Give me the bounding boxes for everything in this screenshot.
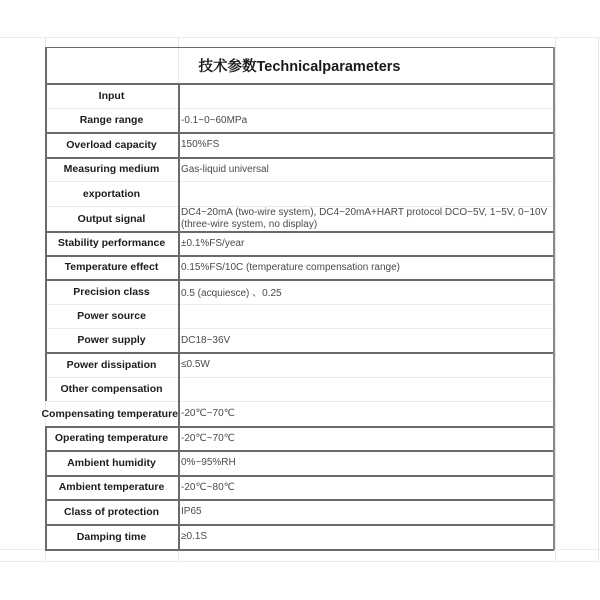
row-border: [45, 255, 554, 257]
param-label: Operating temperature: [54, 432, 169, 444]
param-label: Power supply: [77, 334, 146, 346]
param-label: Stability performance: [57, 237, 166, 249]
param-value: ≥0.1S: [181, 531, 208, 542]
param-value: Gas-liquid universal: [181, 163, 269, 175]
grid-column-line: [598, 37, 599, 562]
row-border: [45, 132, 554, 134]
param-value: 150%FS: [181, 139, 220, 150]
param-label: Compensating temperature: [41, 407, 178, 420]
table-row: [45, 157, 554, 181]
column-border: [45, 426, 47, 550]
table-row: [45, 206, 554, 231]
table-row: [45, 108, 554, 132]
table-row: [41, 401, 554, 426]
param-label: Measuring medium: [63, 163, 160, 175]
param-value: 0.5 (acquiesce) 、0.25: [181, 288, 282, 299]
param-label: Overload capacity: [66, 138, 157, 151]
row-border: [45, 524, 554, 526]
param-label: Temperature effect: [64, 261, 159, 273]
param-value: ≤0.5W: [181, 359, 210, 370]
row-border: [45, 450, 554, 452]
param-value: -0.1~0~60MPa: [181, 114, 248, 126]
param-value: IP65: [181, 506, 202, 517]
table-row: [45, 279, 554, 304]
param-value: [180, 206, 554, 231]
param-value: -20℃~70℃: [181, 408, 235, 419]
row-border: [45, 377, 554, 378]
table-row: [45, 475, 554, 499]
param-value: DC18~36V: [181, 334, 231, 346]
grid-row-line: [0, 561, 600, 562]
column-border: [553, 47, 555, 550]
param-value: ±0.1%FS/year: [181, 237, 245, 249]
param-label: exportation: [82, 187, 141, 200]
row-border: [45, 499, 554, 501]
table-row: [45, 83, 554, 108]
row-border: [45, 157, 554, 159]
table-row: [45, 524, 554, 549]
row-border: [45, 279, 554, 281]
table-row: [45, 181, 554, 206]
param-value: [180, 181, 554, 206]
param-value: [180, 377, 554, 401]
row-border: [45, 181, 554, 182]
row-border: [45, 549, 554, 551]
table-row: [45, 328, 554, 352]
param-label: Ambient temperature: [58, 481, 165, 493]
table-row: [45, 352, 554, 377]
row-border: [45, 475, 554, 477]
param-label: Output signal: [77, 212, 146, 225]
table-row: [45, 426, 554, 450]
param-value: -20℃~70℃: [181, 432, 235, 444]
table-title: 技术参数Technicalparameters: [45, 47, 554, 83]
param-label: Precision class: [73, 285, 150, 298]
technical-parameters-table: [41, 47, 554, 549]
grid-row-line: [0, 37, 600, 38]
row-border: [45, 352, 554, 354]
param-label: Ambient humidity: [67, 456, 156, 469]
table-row: [45, 255, 554, 279]
param-label: Input: [98, 89, 125, 102]
row-border: [45, 83, 554, 85]
param-value: -20℃~80℃: [181, 481, 235, 493]
table-row: [45, 132, 554, 157]
row-border: [45, 231, 554, 233]
param-label: Range range: [79, 114, 144, 126]
param-label: Power source: [77, 310, 146, 322]
param-value: 0%~95%RH: [181, 457, 236, 468]
param-value: 0.15%FS/10C (temperature compensation range): [181, 261, 401, 273]
param-label: Class of protection: [63, 505, 160, 518]
row-border: [45, 328, 554, 329]
column-border: [178, 83, 180, 550]
table-row: [45, 499, 554, 524]
grid-column-line: [555, 37, 556, 562]
param-label: Power dissipation: [66, 358, 157, 371]
row-border: [45, 401, 554, 402]
row-border: [45, 426, 554, 428]
row-border: [45, 108, 554, 109]
param-label: Other compensation: [60, 383, 163, 395]
table-row: [45, 304, 554, 328]
param-value-line: (three-wire system, no display): [181, 218, 318, 230]
param-value: [180, 83, 554, 108]
param-value-line: DC4~20mA (two-wire system), DC4~20mA+HART protocol DCO~5V, 1~5V, 0~10V: [181, 206, 548, 218]
param-value: [180, 304, 554, 328]
table-row: [45, 231, 554, 255]
row-border: [45, 206, 554, 207]
column-border: [45, 47, 47, 401]
row-border: [45, 304, 554, 305]
param-label: Damping time: [76, 530, 147, 543]
table-row: [45, 450, 554, 475]
table-row: [45, 377, 554, 401]
